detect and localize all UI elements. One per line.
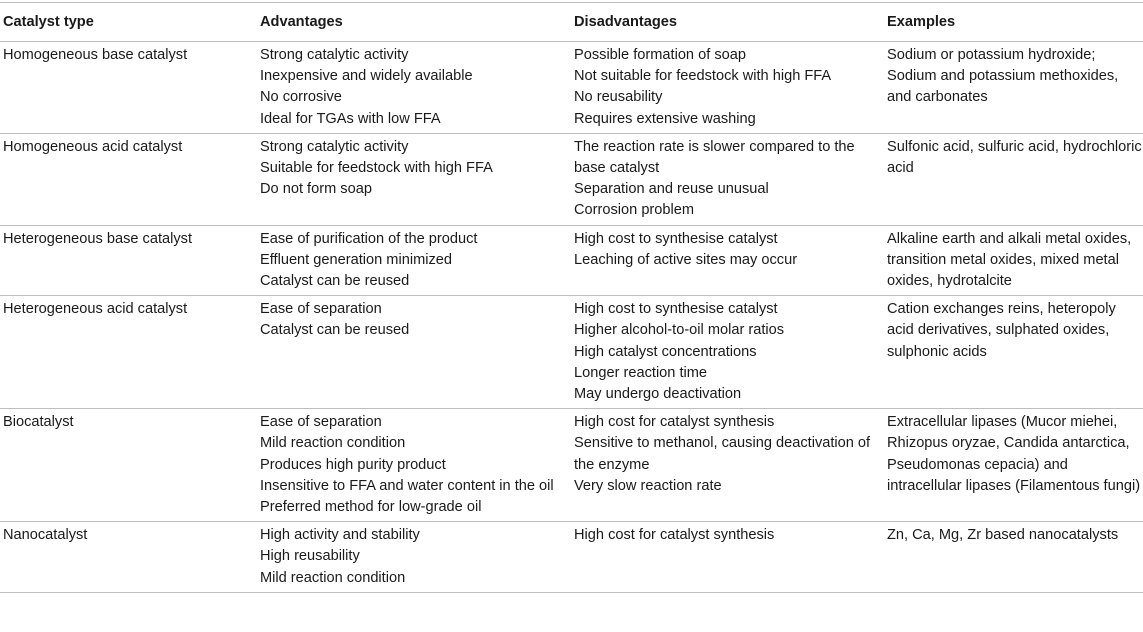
examples-cell xyxy=(882,409,1143,522)
advantage-item: Preferred method for low-grade oil xyxy=(260,499,482,516)
advantage-item: Mild reaction condition xyxy=(260,569,406,586)
advantage-item: Strong catalytic activity xyxy=(260,138,409,155)
disadvantage-item: No reusability xyxy=(574,89,663,106)
advantage-item: Insensitive to FFA and water content in the oil xyxy=(260,477,554,494)
catalyst-comparison-table xyxy=(0,2,1143,593)
advantages-cell xyxy=(255,409,569,522)
catalyst-type-cell: Heterogeneous acid catalyst xyxy=(0,296,255,409)
advantage-item: Ideal for TGAs with low FFA xyxy=(260,110,441,127)
examples-text: Alkaline earth and alkali metal oxides, transition metal oxides, mixed metal oxides, hydrotalcite xyxy=(887,230,1132,290)
advantage-item: Ease of separation xyxy=(260,414,382,431)
advantages-cell xyxy=(255,522,569,593)
advantage-item: Catalyst can be reused xyxy=(260,322,410,339)
disadvantage-item: Requires extensive washing xyxy=(574,110,756,127)
examples-text: Sodium or potassium hydroxide; Sodium and potassium methoxides, and carbonates xyxy=(887,47,1119,106)
disadvantage-item: Separation and reuse unusual xyxy=(574,181,769,198)
examples-cell xyxy=(882,522,1143,593)
advantage-item: Ease of separation xyxy=(260,301,382,318)
examples-cell xyxy=(882,296,1143,409)
advantage-item: High reusability xyxy=(260,548,360,565)
examples-cell xyxy=(882,133,1143,225)
advantage-item: Suitable for feedstock with high FFA xyxy=(260,160,493,177)
disadvantage-item: High cost to synthesise catalyst xyxy=(574,301,778,318)
header-examples: Examples xyxy=(882,3,1143,42)
examples-cell xyxy=(882,42,1143,134)
advantages-cell xyxy=(255,225,569,296)
examples-text: Zn, Ca, Mg, Zr based nanocatalysts xyxy=(887,527,1119,544)
disadvantages-cell xyxy=(569,42,882,134)
header-disadvantages: Disadvantages xyxy=(569,3,882,42)
disadvantage-item: Possible formation of soap xyxy=(574,47,746,63)
table-row xyxy=(0,42,1143,134)
advantage-item: Produces high purity product xyxy=(260,456,446,473)
table-header xyxy=(0,3,1143,42)
disadvantage-item: Leaching of active sites may occur xyxy=(574,251,798,268)
table-row xyxy=(0,296,1143,409)
disadvantage-item: Higher alcohol-to-oil molar ratios xyxy=(574,322,785,339)
advantage-item: Effluent generation minimized xyxy=(260,251,452,268)
disadvantages-cell xyxy=(569,296,882,409)
catalyst-type-cell: Homogeneous acid catalyst xyxy=(0,133,255,225)
disadvantage-item: High catalyst concentrations xyxy=(574,343,757,360)
header-row xyxy=(0,3,1143,42)
disadvantage-item: Corrosion problem xyxy=(574,202,695,219)
table-row xyxy=(0,133,1143,225)
disadvantages-cell xyxy=(569,133,882,225)
advantage-item: Mild reaction condition xyxy=(260,435,406,452)
disadvantage-item: The reaction rate is slower compared to the base catalyst xyxy=(574,138,855,177)
advantage-item: Ease of purification of the product xyxy=(260,230,478,247)
disadvantage-item: Sensitive to methanol, causing deactivation of the enzyme xyxy=(574,435,871,473)
disadvantages-cell xyxy=(569,409,882,522)
advantages-cell xyxy=(255,42,569,134)
disadvantage-item: Not suitable for feedstock with high FFA xyxy=(574,68,832,85)
disadvantage-item: Very slow reaction rate xyxy=(574,477,722,494)
disadvantage-item: May undergo deactivation xyxy=(574,386,742,403)
table-body xyxy=(0,42,1143,593)
catalyst-type-cell: Heterogeneous base catalyst xyxy=(0,225,255,296)
header-advantages: Advantages xyxy=(255,3,569,42)
disadvantages-cell xyxy=(569,522,882,593)
disadvantages-cell xyxy=(569,225,882,296)
catalyst-type-cell: Nanocatalyst xyxy=(0,522,255,593)
table-row xyxy=(0,522,1143,593)
examples-text: Extracellular lipases (Mucor miehei, Rhizopus oryzae, Candida antarctica, Pseudomonas cepacia) and intracellular lipases (Filamentous fungi) xyxy=(887,414,1141,494)
examples-text: Cation exchanges reins, heteropoly acid derivatives, sulphated oxides, sulphonic acids xyxy=(887,301,1116,360)
disadvantage-item: Longer reaction time xyxy=(574,364,708,381)
advantage-item: High activity and stability xyxy=(260,527,420,544)
advantage-item: Catalyst can be reused xyxy=(260,273,410,290)
table-row xyxy=(0,225,1143,296)
advantage-item: No corrosive xyxy=(260,89,342,106)
table-row xyxy=(0,409,1143,522)
advantages-cell xyxy=(255,296,569,409)
disadvantage-item: High cost for catalyst synthesis xyxy=(574,414,775,431)
examples-text: Sulfonic acid, sulfuric acid, hydrochloric acid xyxy=(887,138,1142,177)
disadvantage-item: High cost to synthesise catalyst xyxy=(574,230,778,247)
advantage-item: Do not form soap xyxy=(260,181,372,198)
advantages-cell xyxy=(255,133,569,225)
catalyst-type-cell: Homogeneous base catalyst xyxy=(0,42,255,134)
catalyst-type-cell: Biocatalyst xyxy=(0,409,255,522)
examples-cell xyxy=(882,225,1143,296)
advantage-item: Strong catalytic activity xyxy=(260,47,409,63)
header-catalyst-type: Catalyst type xyxy=(0,3,255,42)
disadvantage-item: High cost for catalyst synthesis xyxy=(574,527,775,544)
advantage-item: Inexpensive and widely available xyxy=(260,68,473,85)
